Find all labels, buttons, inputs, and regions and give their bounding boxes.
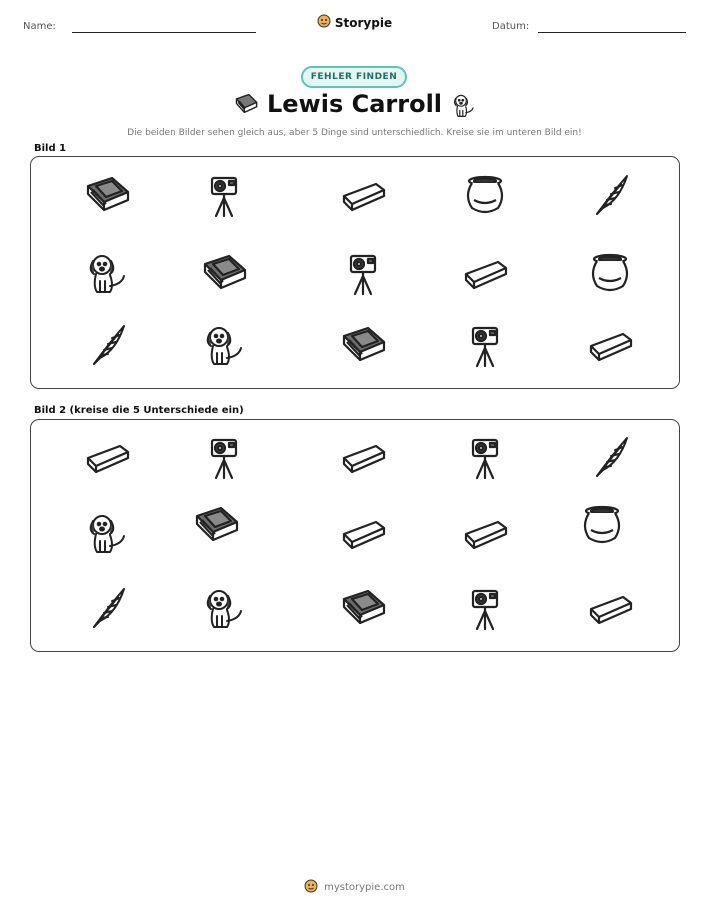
panel2-label: Bild 2 (kreise die 5 Unterschiede ein)	[34, 405, 244, 416]
date-line	[538, 32, 686, 33]
panel1-pot-icon	[460, 170, 510, 220]
panel2-eraser-icon[interactable]	[338, 508, 388, 558]
panel2-camera-icon[interactable]	[199, 432, 249, 482]
panel2-book-icon[interactable]	[338, 583, 388, 633]
panel2-dog-icon[interactable]	[199, 583, 249, 633]
panel1-camera-icon	[199, 170, 249, 220]
panel2-eraser-icon[interactable]	[82, 432, 132, 482]
storypie-logo-icon	[317, 13, 331, 32]
brand-name: Storypie	[334, 15, 393, 30]
panel2-eraser-icon[interactable]	[585, 583, 635, 633]
panel1-pot-icon	[585, 248, 635, 298]
panel2-feather-icon[interactable]	[585, 432, 635, 482]
panel1-book-icon	[199, 248, 249, 298]
panel1-dog-icon	[82, 248, 132, 298]
panel1-book-icon	[338, 320, 388, 370]
page-title: Lewis Carroll	[266, 90, 443, 118]
panel1-feather-icon	[585, 170, 635, 220]
name-line	[72, 32, 256, 33]
panel2-eraser-icon[interactable]	[338, 432, 388, 482]
panel2-camera-icon[interactable]	[460, 432, 510, 482]
date-label: Datum:	[492, 21, 530, 32]
dog-icon	[449, 90, 479, 124]
panel1-label: Bild 1	[34, 143, 67, 154]
panel2-eraser-icon[interactable]	[460, 508, 510, 558]
panel1-eraser-icon	[338, 170, 388, 220]
brand	[0, 13, 709, 32]
panel2-feather-icon[interactable]	[82, 583, 132, 633]
panel2-book-icon[interactable]	[191, 500, 257, 566]
instructions: Die beiden Bilder sehen gleich aus, aber 5 Dinge sind unterschiedlich. Kreise sie im unteren Bild ein!	[127, 128, 582, 138]
panel1-eraser-icon	[460, 248, 510, 298]
panel2-dog-icon[interactable]	[82, 508, 132, 558]
panel1-feather-icon	[82, 320, 132, 370]
panel1-camera-icon	[338, 248, 388, 298]
panel1-dog-icon	[199, 320, 249, 370]
name-label: Name:	[23, 21, 56, 32]
activity-badge: FEHLER FINDEN	[301, 66, 407, 88]
panel1-eraser-icon	[585, 320, 635, 370]
panel1-camera-icon	[460, 320, 510, 370]
storypie-footer-icon	[304, 879, 318, 896]
panel2-pot-icon[interactable]	[577, 500, 643, 566]
panel2-camera-icon[interactable]	[460, 583, 510, 633]
footer	[0, 879, 709, 896]
footer-url[interactable]: mystorypie.com	[324, 882, 405, 893]
panel1-book-icon	[82, 170, 132, 220]
